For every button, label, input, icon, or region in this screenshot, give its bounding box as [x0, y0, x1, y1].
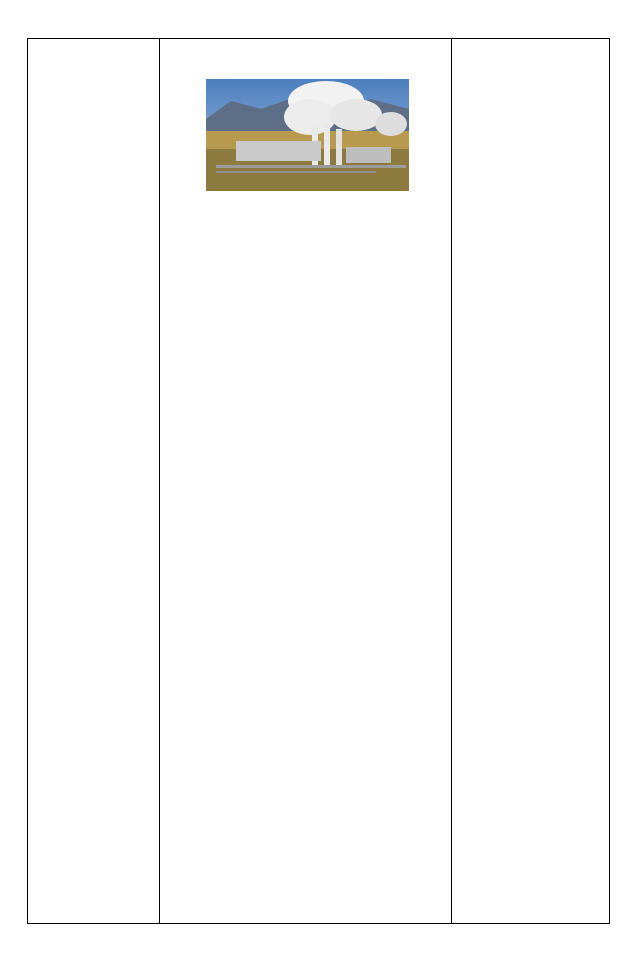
column-divider-1	[159, 39, 160, 923]
geothermal-plant-photo	[206, 79, 409, 191]
column-divider-2	[451, 39, 452, 923]
